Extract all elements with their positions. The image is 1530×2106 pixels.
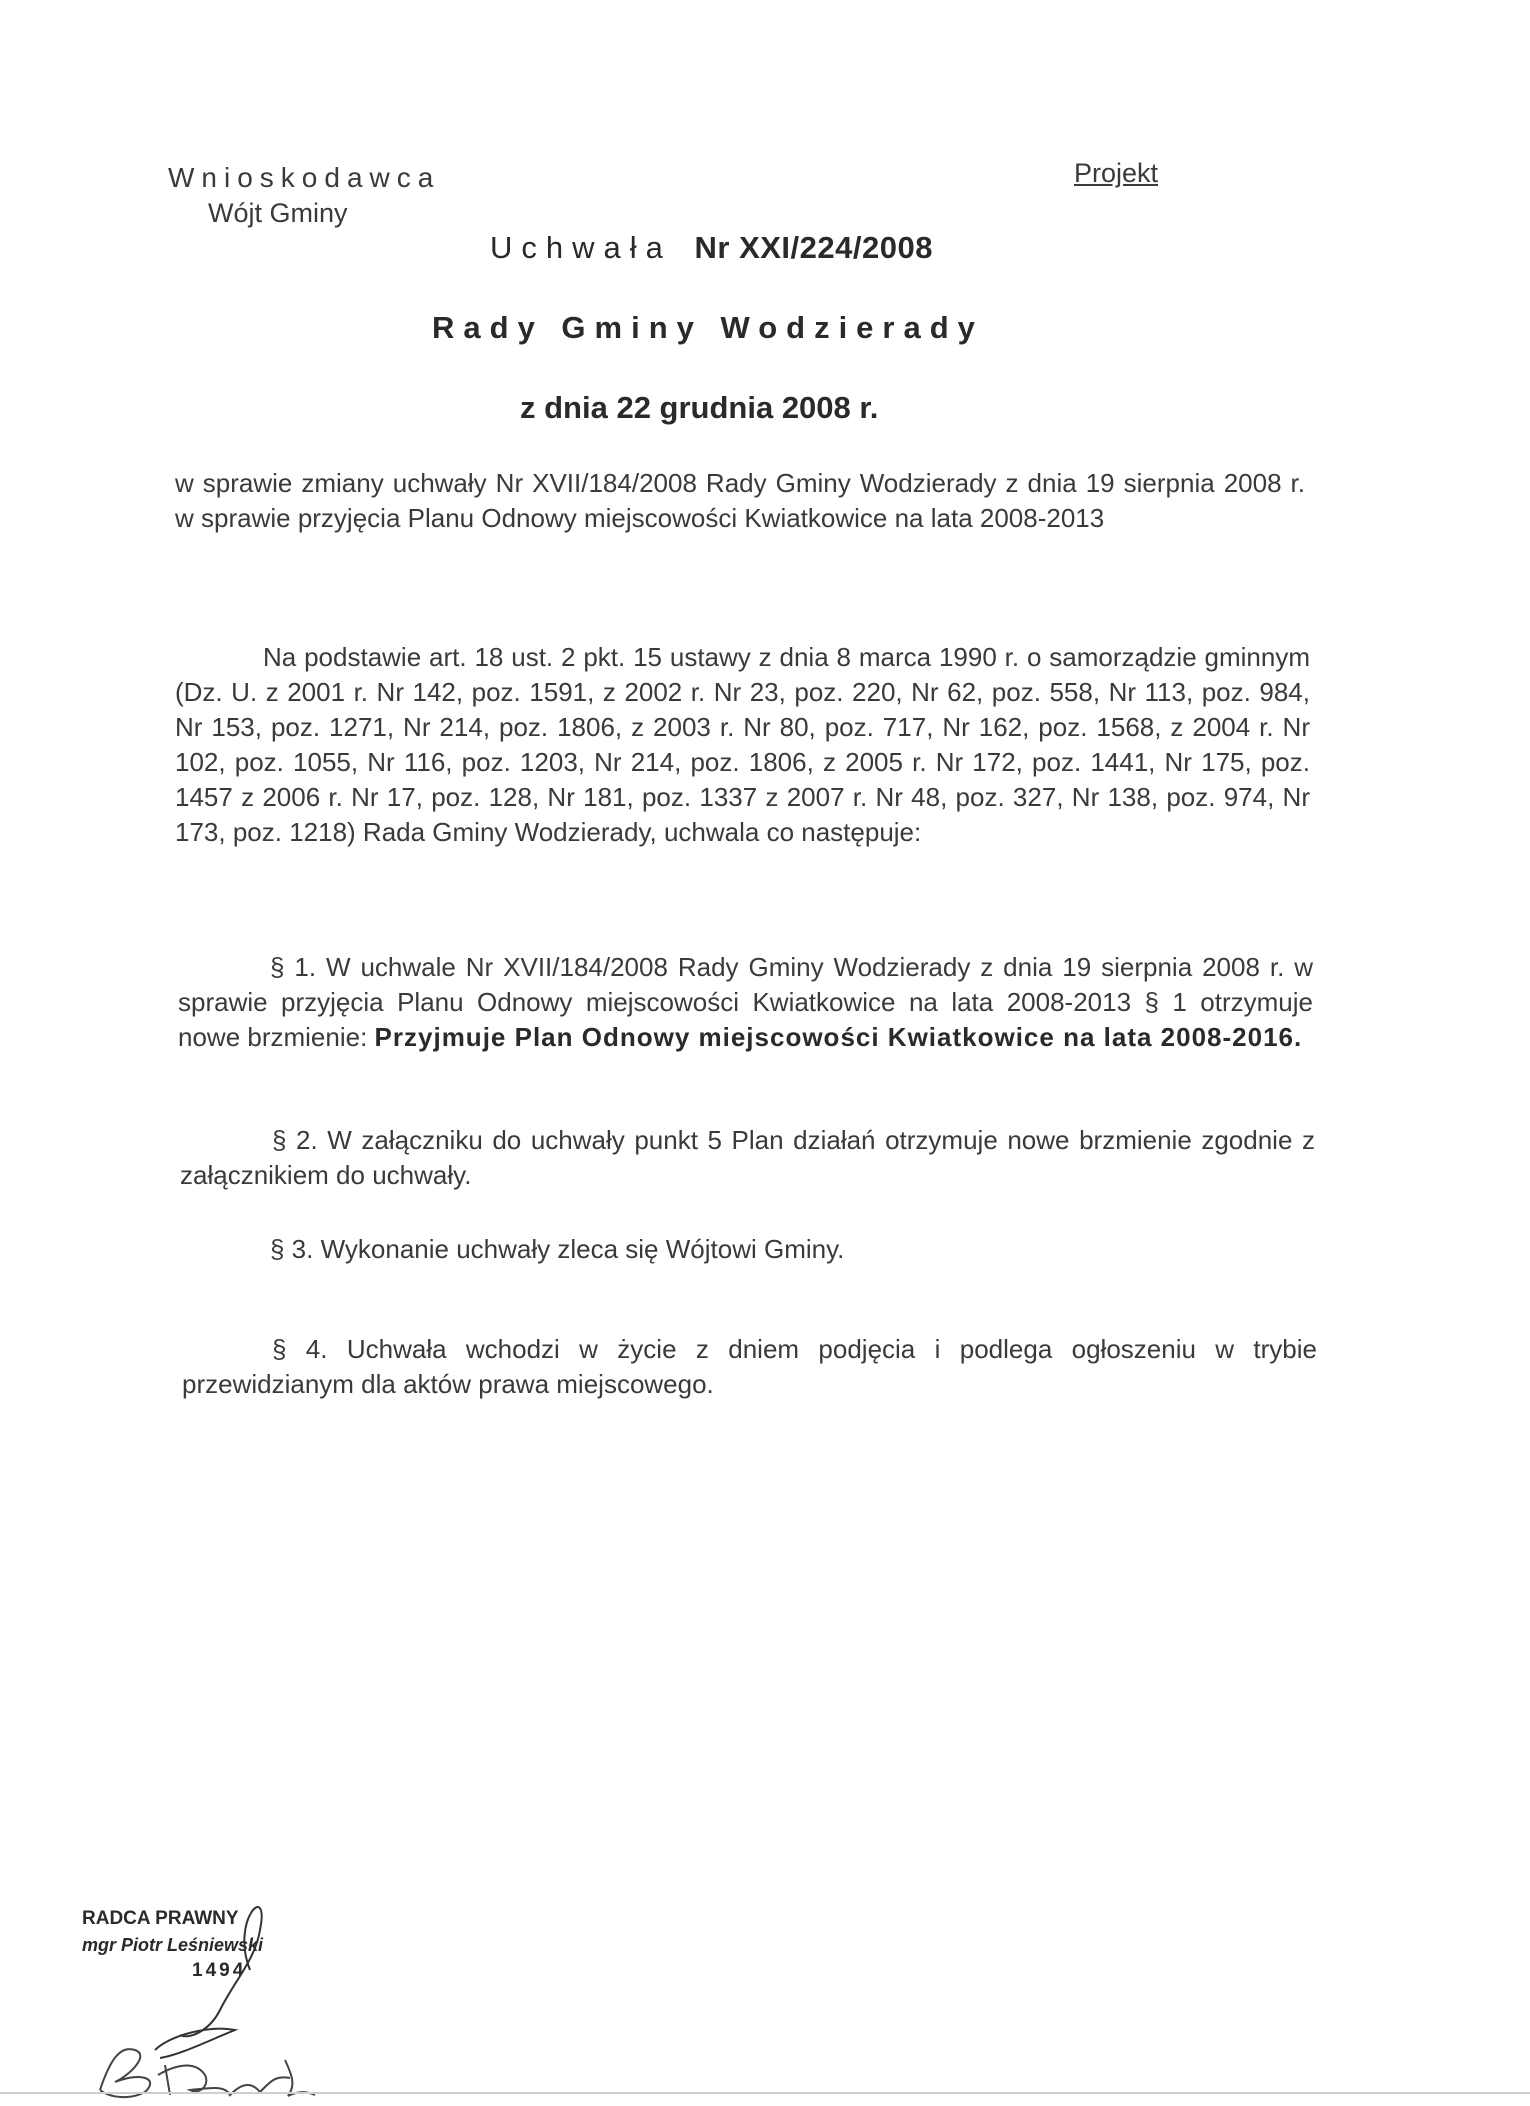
applicant-label: Wnioskodawca (168, 162, 441, 193)
stamp-license: 1494 (192, 1960, 247, 1981)
resolution-subject: w sprawie zmiany uchwały Nr XVII/184/2008 Rady Gminy Wodzierady z dnia 19 sierpnia 2008 r. w sprawie przyjęcia Planu Odnowy miejscowości Kwiatkowice na lata 2008-2013 (175, 468, 1305, 533)
section-2: § 2. W załączniku do uchwały punkt 5 Plan działań otrzymuje nowe brzmienie zgodnie z załącznikiem do uchwały. (180, 1125, 1315, 1190)
resolution-number: Nr XXI/224/2008 (694, 230, 933, 265)
resolution-date: z dnia 22 grudnia 2008 r. (520, 390, 879, 425)
section-1-text: § 1. W uchwale Nr XVII/184/2008 Rady Gminy Wodzierady z dnia 19 sierpnia 2008 r. w sprawie przyjęcia Planu Odnowy miejscowości Kwiatkowice na lata 2008-2013 § 1 otrzymuje nowe brzmienie: (178, 952, 1313, 1052)
resolution-word: Uchwała (490, 230, 672, 265)
page-bottom-edge (0, 2092, 1530, 2094)
council-name: Rady Gminy Wodzierady (432, 310, 984, 345)
section-1-emphasis: Przyjmuje Plan Odnowy miejscowości Kwiatkowice na lata 2008-2016. (374, 1022, 1303, 1052)
legal-basis: Na podstawie art. 18 ust. 2 pkt. 15 ustawy z dnia 8 marca 1990 r. o samorządzie gminnym (Dz. U. z 2001 r. Nr 142, poz. 1591, z 2002 r. Nr 23, poz. 220, Nr 62, poz. 558, Nr 113, poz. 984, Nr 153, poz. 1271, Nr 214, poz. 1806, z 2003 r. Nr 80, poz. 717, Nr 162, poz. 1568, z 2004 r. Nr 102, poz. 1055, Nr 116, poz. 1203, Nr 214, poz. 1806, z 2005 r. Nr 172, poz. 1441, Nr 175, poz. 1457 z 2006 r. Nr 17, poz. 128, Nr 181, poz. 1337 z 2007 r. Nr 48, poz. 327, Nr 138, poz. 974, Nr 173, poz. 1218) Rada Gminy Wodzierady, uchwala co następuje: (175, 642, 1310, 847)
resolution-title (490, 230, 933, 266)
section-3: § 3. Wykonanie uchwały zleca się Wójtowi Gminy. (270, 1234, 845, 1264)
section-4: § 4. Uchwała wchodzi w życie z dniem podjęcia i podlega ogłoszeniu w trybie przewidzianym dla aktów prawa miejscowego. (182, 1334, 1317, 1399)
stamp-name: mgr Piotr Leśniewski (82, 1935, 264, 1955)
handwritten-signature (60, 1860, 320, 2100)
applicant-sub-label: Wójt Gminy (208, 198, 348, 228)
stamp-title: RADCA PRAWNY (82, 1908, 239, 1929)
draft-label: Projekt (1074, 158, 1159, 188)
section-1 (178, 950, 1313, 1055)
